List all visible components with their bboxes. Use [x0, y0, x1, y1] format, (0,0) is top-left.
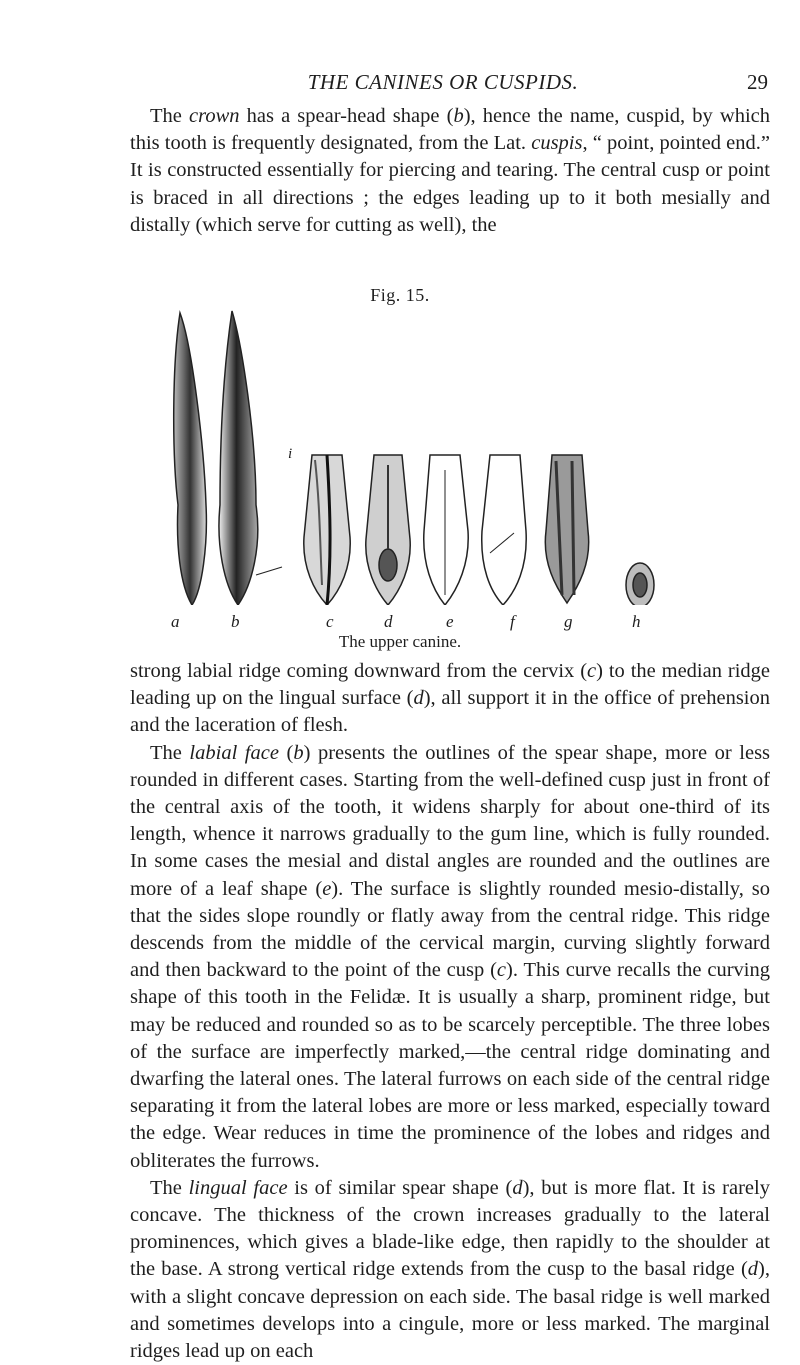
tooth-d	[366, 455, 410, 605]
figure-marker-i: i	[288, 446, 293, 462]
paragraph-lingual-face: The lingual face is of similar spear shape (d), but is more flat. It is rarely concave. The thickness of the crown increases gradually to the lateral prominences, which gives a blade-like edge, then rapidly to the shoulder at the base. A strong vertical ridge extends from the cusp to the basal ridge (d), with a slight concave depression on each side. The basal ridge is well marked and sometimes develops into a cingule, more or less marked. The marginal ridges lead up on each	[130, 1176, 770, 1363]
figure-letter-f: f	[510, 612, 515, 631]
figure-label: Fig. 15.	[370, 285, 430, 305]
figure-letter-b: b	[231, 612, 240, 631]
tooth-c	[304, 455, 350, 605]
figure-letters	[0, 612, 800, 634]
running-title: THE CANINES OR CUSPIDS.	[307, 70, 579, 94]
figure-letter-d: d	[384, 612, 393, 631]
figure-letter-a: a	[171, 612, 180, 631]
paragraph-crown: The crown has a spear-head shape (b), hence the name, cuspid, by which this tooth is frequently designated, from the Lat. cuspis, “ point, pointed end.” It is constructed essentially for piercing and tearing. The central cusp or point is braced in all directions ; the edges leading up to it both mesially and distally (which serve for cutting as well), the	[130, 105, 771, 236]
figure-letter-c: c	[326, 612, 334, 631]
tooth-h	[626, 563, 654, 605]
figure-letter-h: h	[632, 612, 641, 631]
paragraph-continuation: strong labial ridge coming downward from the cervix (c) to the median ridge leading up on the lingual surface (d), all support it in the office of prehension and the laceration of flesh.	[130, 660, 771, 737]
tooth-e	[424, 455, 468, 605]
figure-caption: The upper canine.	[338, 632, 462, 651]
figure-letter-e: e	[446, 612, 454, 631]
figure-letter-g: g	[564, 612, 573, 631]
tooth-b	[219, 311, 282, 605]
tooth-f	[482, 455, 526, 605]
paragraph-labial-face: The labial face (b) presents the outlines of the spear shape, more or less rounded in different cases. Starting from the well-defined cusp just in front of the central axis of the tooth, it widens sharply for about one-third of its length, whence it narrows gradually to the gum line, which is fully rounded. In some cases the mesial and distal angles are rounded and the outlines are more of a leaf shape (e). The surface is slightly rounded mesio-distally, so that the sides slope roundly or flatly away from the central ridge. This ridge descends from the middle of the cervical margin, curving slightly forward and then backward to the point of the cusp (c). This curve recalls the curving shape of this tooth in the Felidæ. It is usually a sharp, prominent ridge, but may be reduced and rounded so as to be scarcely perceptible. The three lobes of the surface are imperfectly marked,—the central ridge dominating and dwarfing the lateral ones. The lateral furrows on each side of the central ridge separating it from the lateral lobes are more or less marked, especially toward the edge. Wear reduces in time the prominence of the lobes and ridges and obliterates the furrows.	[130, 741, 771, 1172]
text-block-bottom	[130, 658, 770, 1365]
tooth-figure	[170, 305, 770, 605]
running-head	[118, 70, 768, 94]
text-block-top	[130, 103, 770, 239]
tooth-g	[545, 455, 588, 603]
tooth-a	[174, 313, 207, 605]
page-number: 29	[747, 70, 768, 94]
